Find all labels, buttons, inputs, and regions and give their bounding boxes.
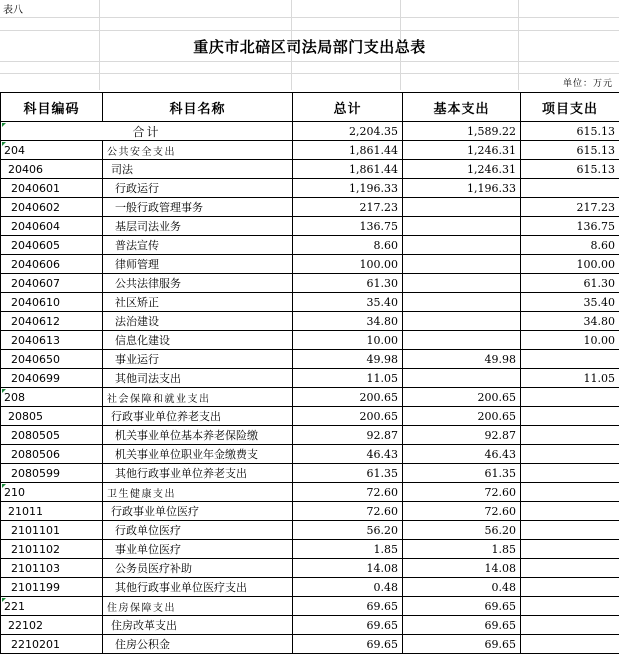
table-row: [1, 274, 619, 293]
table-row: [1, 198, 619, 217]
header-total[interactable]: 总计: [293, 93, 403, 122]
cell-name[interactable]: 住房保障支出: [103, 597, 293, 616]
cell-code[interactable]: 20805: [1, 407, 103, 426]
cell-basic[interactable]: [403, 274, 521, 293]
cell-total[interactable]: 100.00: [293, 255, 403, 274]
cell-name[interactable]: 公共法律服务: [103, 274, 293, 293]
cell-project[interactable]: [521, 635, 619, 654]
cell-name[interactable]: 信息化建设: [103, 331, 293, 350]
cell-total[interactable]: 34.80: [293, 312, 403, 331]
cell-total[interactable]: 46.43: [293, 445, 403, 464]
cell-basic[interactable]: 72.60: [403, 483, 521, 502]
table-row: [1, 331, 619, 350]
cell-basic[interactable]: 1.85: [403, 540, 521, 559]
cell-basic[interactable]: [403, 331, 521, 350]
cell-basic[interactable]: 200.65: [403, 388, 521, 407]
cell-total[interactable]: 69.65: [293, 635, 403, 654]
page-title: 重庆市北碚区司法局部门支出总表: [193, 38, 426, 56]
cell-project[interactable]: 217.23: [521, 198, 619, 217]
cell-basic[interactable]: 49.98: [403, 350, 521, 369]
cell-basic[interactable]: 61.35: [403, 464, 521, 483]
total-project[interactable]: 615.13: [521, 122, 619, 141]
cell-name[interactable]: 普法宣传: [103, 236, 293, 255]
cell-total[interactable]: 56.20: [293, 521, 403, 540]
cell-code[interactable]: 2040607: [1, 274, 103, 293]
cell-code[interactable]: 2040613: [1, 331, 103, 350]
cell-project[interactable]: [521, 388, 619, 407]
cell-basic[interactable]: [403, 255, 521, 274]
cell-basic[interactable]: 69.65: [403, 616, 521, 635]
cell-name[interactable]: 机关事业单位基本养老保险缴: [103, 426, 293, 445]
cell-marker: [2, 598, 6, 602]
cell-code[interactable]: 221: [1, 597, 103, 616]
cell-project[interactable]: [521, 502, 619, 521]
cell-project[interactable]: 8.60: [521, 236, 619, 255]
cell-basic[interactable]: [403, 369, 521, 388]
table-row: [1, 540, 619, 559]
table-row: [1, 350, 619, 369]
cell-project[interactable]: [521, 578, 619, 597]
cell-code[interactable]: 2101101: [1, 521, 103, 540]
cell-marker: [2, 123, 6, 127]
cell-total[interactable]: 72.60: [293, 502, 403, 521]
header-name[interactable]: 科目名称: [103, 93, 293, 122]
cell-total[interactable]: 1.85: [293, 540, 403, 559]
cell-name[interactable]: 住房公积金: [103, 635, 293, 654]
cell-name[interactable]: 其他行政事业单位养老支出: [103, 464, 293, 483]
table-row: [1, 255, 619, 274]
cell-code[interactable]: 2040604: [1, 217, 103, 236]
cell-total[interactable]: 61.35: [293, 464, 403, 483]
cell-project[interactable]: 615.13: [521, 160, 619, 179]
cell-project[interactable]: [521, 597, 619, 616]
cell-project[interactable]: [521, 559, 619, 578]
cell-name[interactable]: 其他行政事业单位医疗支出: [103, 578, 293, 597]
cell-project[interactable]: 11.05: [521, 369, 619, 388]
cell-basic[interactable]: [403, 217, 521, 236]
expenditure-table: [0, 92, 619, 654]
cell-code[interactable]: 2101103: [1, 559, 103, 578]
table-row: [1, 597, 619, 616]
cell-total[interactable]: 8.60: [293, 236, 403, 255]
total-label[interactable]: 合计: [1, 122, 293, 141]
cell-code[interactable]: 2101199: [1, 578, 103, 597]
cell-name[interactable]: 行政单位医疗: [103, 521, 293, 540]
cell-total[interactable]: 1,196.33: [293, 179, 403, 198]
total-basic[interactable]: 1,589.22: [403, 122, 521, 141]
cell-code[interactable]: 20406: [1, 160, 103, 179]
cell-basic[interactable]: 72.60: [403, 502, 521, 521]
cell-total[interactable]: 200.65: [293, 388, 403, 407]
cell-total[interactable]: 49.98: [293, 350, 403, 369]
cell-basic[interactable]: 56.20: [403, 521, 521, 540]
table-row: [1, 635, 619, 654]
sheet-label: 表八: [3, 5, 23, 16]
cell-total[interactable]: 136.75: [293, 217, 403, 236]
cell-project[interactable]: [521, 521, 619, 540]
cell-project[interactable]: [521, 426, 619, 445]
cell-total[interactable]: 35.40: [293, 293, 403, 312]
cell-name[interactable]: 法治建设: [103, 312, 293, 331]
cell-basic[interactable]: 0.48: [403, 578, 521, 597]
cell-name[interactable]: 住房改革支出: [103, 616, 293, 635]
cell-code[interactable]: 2040602: [1, 198, 103, 217]
cell-code[interactable]: 2040612: [1, 312, 103, 331]
cell-name[interactable]: 其他司法支出: [103, 369, 293, 388]
table-row: [1, 217, 619, 236]
cell-code[interactable]: 2080599: [1, 464, 103, 483]
cell-total[interactable]: 92.87: [293, 426, 403, 445]
cell-project[interactable]: 10.00: [521, 331, 619, 350]
cell-name[interactable]: 事业单位医疗: [103, 540, 293, 559]
cell-total[interactable]: 61.30: [293, 274, 403, 293]
cell-code[interactable]: 2101102: [1, 540, 103, 559]
table-row: [1, 407, 619, 426]
table-row: [1, 426, 619, 445]
cell-project[interactable]: 35.40: [521, 293, 619, 312]
cell-project[interactable]: [521, 483, 619, 502]
cell-total[interactable]: 1,861.44: [293, 141, 403, 160]
header-row: [1, 93, 619, 122]
cell-name[interactable]: 公共安全支出: [103, 141, 293, 160]
cell-code[interactable]: 2040605: [1, 236, 103, 255]
cell-code[interactable]: 2040650: [1, 350, 103, 369]
cell-code[interactable]: 204: [1, 141, 103, 160]
cell-project[interactable]: 136.75: [521, 217, 619, 236]
table-row: [1, 483, 619, 502]
cell-name[interactable]: 机关事业单位职业年金缴费支: [103, 445, 293, 464]
cell-code[interactable]: 22102: [1, 616, 103, 635]
table-row: [1, 521, 619, 540]
cell-project[interactable]: [521, 445, 619, 464]
cell-project[interactable]: [521, 464, 619, 483]
cell-basic[interactable]: 69.65: [403, 635, 521, 654]
cell-code[interactable]: 21011: [1, 502, 103, 521]
table-row: [1, 559, 619, 578]
cell-project[interactable]: [521, 540, 619, 559]
cell-code[interactable]: 2040610: [1, 293, 103, 312]
unit-label: 单位：万元: [562, 79, 613, 89]
cell-code[interactable]: 2080505: [1, 426, 103, 445]
cell-name[interactable]: 行政运行: [103, 179, 293, 198]
cell-total[interactable]: 10.00: [293, 331, 403, 350]
header-basic[interactable]: 基本支出: [403, 93, 521, 122]
cell-basic[interactable]: [403, 293, 521, 312]
cell-code[interactable]: 208: [1, 388, 103, 407]
cell-total[interactable]: 11.05: [293, 369, 403, 388]
cell-basic[interactable]: [403, 236, 521, 255]
cell-total[interactable]: 0.48: [293, 578, 403, 597]
cell-basic[interactable]: [403, 198, 521, 217]
cell-name[interactable]: 司法: [103, 160, 293, 179]
cell-code[interactable]: 2040601: [1, 179, 103, 198]
cell-basic[interactable]: 92.87: [403, 426, 521, 445]
table-row: [1, 445, 619, 464]
table-row: [1, 369, 619, 388]
cell-project[interactable]: [521, 350, 619, 369]
cell-basic[interactable]: 1,246.31: [403, 160, 521, 179]
cell-code[interactable]: 2040606: [1, 255, 103, 274]
cell-marker: [2, 142, 6, 146]
cell-code[interactable]: 2040699: [1, 369, 103, 388]
table-row: [1, 236, 619, 255]
cell-total[interactable]: 69.65: [293, 616, 403, 635]
table-row: [1, 388, 619, 407]
cell-project[interactable]: [521, 616, 619, 635]
cell-total[interactable]: 1,861.44: [293, 160, 403, 179]
cell-basic[interactable]: 46.43: [403, 445, 521, 464]
cell-name[interactable]: 律师管理: [103, 255, 293, 274]
cell-project[interactable]: 34.80: [521, 312, 619, 331]
cell-project[interactable]: [521, 407, 619, 426]
cell-total[interactable]: 14.08: [293, 559, 403, 578]
header-code[interactable]: 科目编码: [1, 93, 103, 122]
table-row: [1, 312, 619, 331]
cell-name[interactable]: 社区矫正: [103, 293, 293, 312]
total-row: [1, 122, 619, 141]
cell-basic[interactable]: 200.65: [403, 407, 521, 426]
cell-name[interactable]: 基层司法业务: [103, 217, 293, 236]
cell-code[interactable]: 2080506: [1, 445, 103, 464]
cell-total[interactable]: 217.23: [293, 198, 403, 217]
cell-code[interactable]: 210: [1, 483, 103, 502]
cell-total[interactable]: 72.60: [293, 483, 403, 502]
cell-basic[interactable]: 14.08: [403, 559, 521, 578]
cell-basic[interactable]: 1,246.31: [403, 141, 521, 160]
cell-basic[interactable]: [403, 312, 521, 331]
cell-name[interactable]: 一般行政管理事务: [103, 198, 293, 217]
cell-code[interactable]: 2210201: [1, 635, 103, 654]
table-row: [1, 141, 619, 160]
cell-project[interactable]: [521, 179, 619, 198]
cell-basic[interactable]: 1,196.33: [403, 179, 521, 198]
cell-total[interactable]: 69.65: [293, 597, 403, 616]
cell-name[interactable]: 行政事业单位养老支出: [103, 407, 293, 426]
total-sum[interactable]: 2,204.35: [293, 122, 403, 141]
cell-project[interactable]: 100.00: [521, 255, 619, 274]
table-row: [1, 502, 619, 521]
table-row: [1, 160, 619, 179]
cell-name[interactable]: 公务员医疗补助: [103, 559, 293, 578]
cell-marker: [2, 484, 6, 488]
cell-name[interactable]: 行政事业单位医疗: [103, 502, 293, 521]
header-project[interactable]: 项目支出: [521, 93, 619, 122]
cell-name[interactable]: 社会保障和就业支出: [103, 388, 293, 407]
table-row: [1, 464, 619, 483]
cell-name[interactable]: 卫生健康支出: [103, 483, 293, 502]
cell-total[interactable]: 200.65: [293, 407, 403, 426]
cell-name[interactable]: 事业运行: [103, 350, 293, 369]
cell-project[interactable]: 61.30: [521, 274, 619, 293]
cell-project[interactable]: 615.13: [521, 141, 619, 160]
cell-marker: [2, 389, 6, 393]
table-row: [1, 578, 619, 597]
table-row: [1, 179, 619, 198]
table-row: [1, 616, 619, 635]
cell-basic[interactable]: 69.65: [403, 597, 521, 616]
table-row: [1, 293, 619, 312]
